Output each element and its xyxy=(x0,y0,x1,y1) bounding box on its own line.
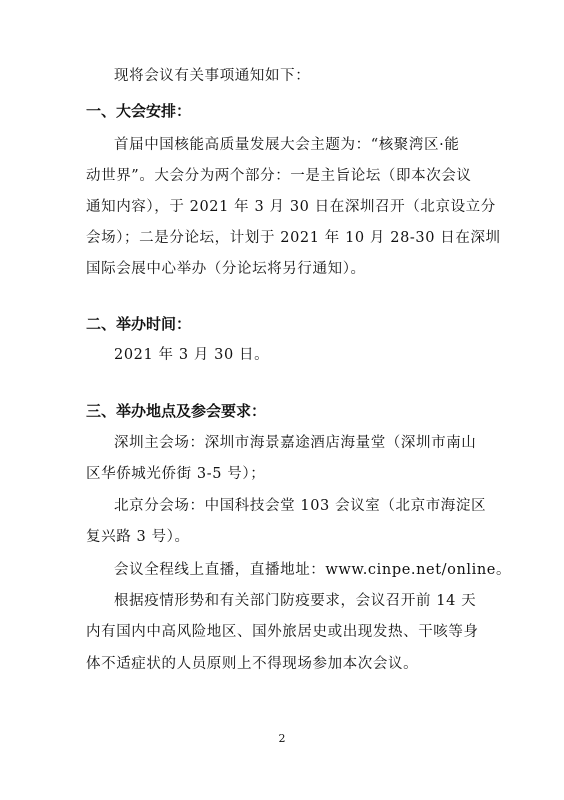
section-heading-meeting-arrangement: 一、大会安排： xyxy=(86,102,192,120)
paragraph-line: 内有国内中高风险地区、国外旅居史或出现发热、干咳等身 xyxy=(86,624,479,640)
paragraph-line: 会议全程线上直播，直播地址：www.cinpe.net/online。 xyxy=(114,562,512,578)
section-heading-time: 二、举办时间： xyxy=(86,315,192,333)
paragraph-line: 国际会展中心举办（分论坛将另行通知）。 xyxy=(86,261,366,277)
paragraph-line: 复兴路 3 号）。 xyxy=(86,529,190,545)
page-number: 2 xyxy=(278,732,286,745)
paragraph-line: 会场）；二是分论坛，计划于 2021 年 10 月 28-30 日在深圳 xyxy=(86,230,501,246)
section-heading-venue-requirements: 三、举办地点及参会要求： xyxy=(86,402,267,420)
paragraph-line: 体不适症状的人员原则上不得现场参加本次会议。 xyxy=(86,656,419,672)
paragraph-line: 北京分会场：中国科技会堂 103 会议室（北京市海淀区 xyxy=(114,498,487,514)
paragraph-line: 区华侨城光侨街 3-5 号）； xyxy=(86,466,266,482)
paragraph-line: 首届中国核能高质量发展大会主题为：“核聚湾区·能 xyxy=(114,137,460,153)
paragraph-line: 动世界”。大会分为两个部分：一是主旨论坛（即本次会议 xyxy=(86,168,472,184)
paragraph-line: 通知内容），于 2021 年 3 月 30 日在深圳召开（北京设立分 xyxy=(86,199,496,215)
paragraph-line: 深圳主会场：深圳市海景嘉途酒店海量堂（深圳市南山 xyxy=(114,435,477,451)
intro-paragraph: 现将会议有关事项通知如下： xyxy=(114,68,311,84)
paragraph-line: 根据疫情形势和有关部门防疫要求，会议召开前 14 天 xyxy=(114,593,477,609)
paragraph-line: 2021 年 3 月 30 日。 xyxy=(114,347,270,363)
